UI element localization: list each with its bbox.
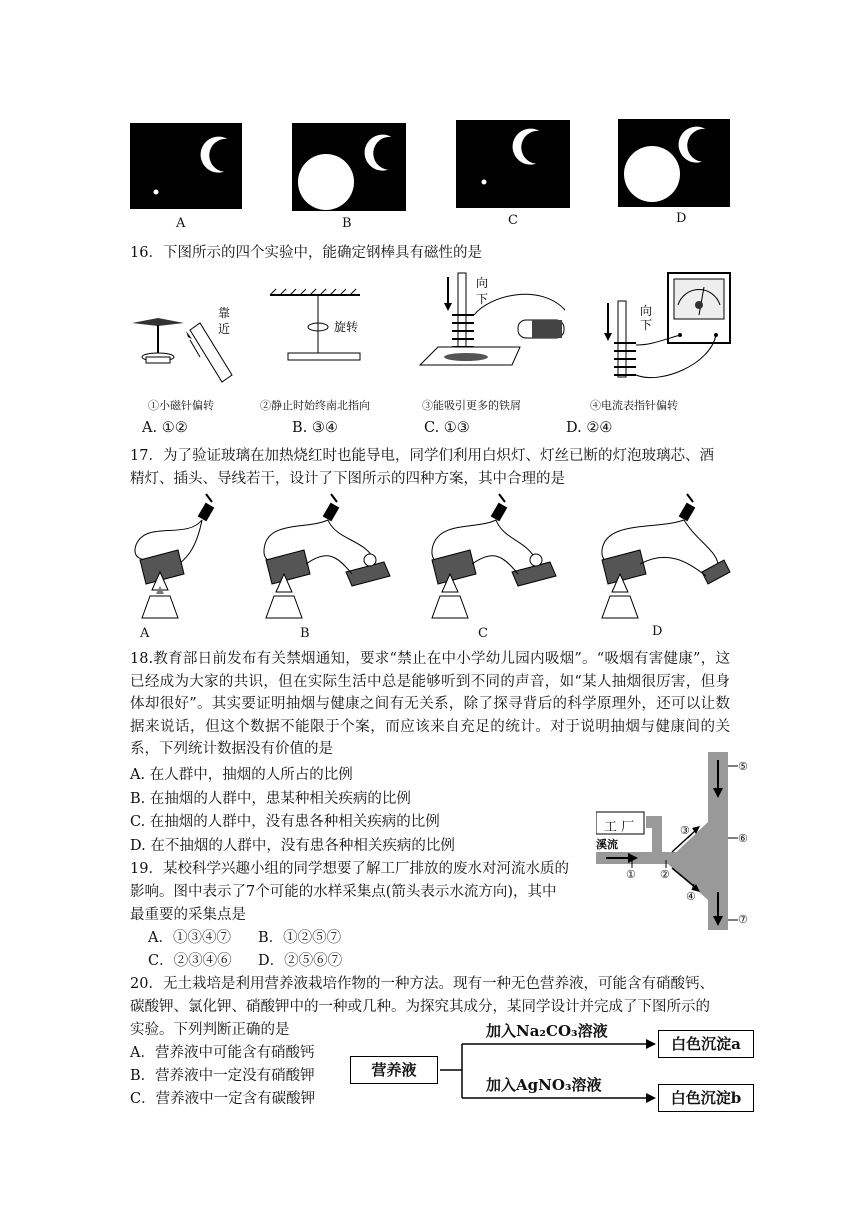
q19-option-c: C．②③④⑥ — [148, 953, 232, 969]
flow-step2: 加入AgNO₃溶液 — [486, 1076, 602, 1094]
moon-figures — [0, 110, 860, 240]
q18-option-a: A. 在人群中，抽烟的人所占的比例 — [130, 767, 353, 783]
coil-filings-figure — [420, 273, 565, 365]
q18-option-c: C. 在抽烟的人群中，没有患各种相关疾病的比例 — [130, 814, 440, 830]
q16-caption-1: ①小磁针偏转 — [148, 399, 214, 412]
panel-c — [456, 120, 570, 208]
q19-option-d: D．②⑤⑥⑦ — [258, 953, 343, 969]
flow-source-box — [350, 1056, 438, 1084]
flow-result1-text: 白色沉淀a — [671, 1035, 741, 1053]
svg-text:近: 近 — [218, 322, 231, 336]
point-1: ① — [626, 868, 636, 881]
river-figure — [596, 752, 756, 930]
river-stream-label: 溪流 — [596, 838, 618, 851]
q20-flow-diagram — [350, 1020, 760, 1110]
river-factory-label: 工 厂 — [604, 820, 635, 835]
q18-option-b: B. 在抽烟的人群中，患某种相关疾病的比例 — [130, 791, 411, 807]
flow-result2-box — [658, 1084, 754, 1112]
q20-option-b: B．营养液中一定没有硝酸钾 — [130, 1068, 315, 1084]
circuit-c — [432, 494, 556, 618]
q20-option-c: C．营养液中一定含有碳酸钾 — [130, 1091, 316, 1107]
point-7: ⑦ — [738, 913, 748, 926]
point-3: ③ — [680, 824, 690, 837]
q17-label-c: C — [478, 626, 488, 641]
q17-figures — [126, 490, 746, 640]
suspended-bar-figure — [270, 289, 360, 360]
q16-stem: 16．下图所示的四个实验中，能确定钢棒具有磁性的是 — [130, 245, 482, 261]
circuit-d — [602, 494, 730, 618]
q20-stem-line3: 实验。下列判断正确的是 — [130, 1022, 290, 1038]
circuit-b — [264, 494, 390, 618]
svg-text:旋转: 旋转 — [334, 320, 359, 334]
q15-figures — [0, 110, 860, 240]
q16-caption-4: ④电流表指针偏转 — [590, 399, 678, 412]
coil-ammeter-figure — [604, 273, 730, 378]
q16-option-b: B. ③④ — [292, 420, 338, 436]
q16-caption-2: ②静止时始终南北指向 — [260, 399, 370, 412]
q19-stem-line1: 19．某校科学兴趣小组的同学想要了解工厂排放的废水对河流水质的 — [130, 861, 569, 877]
circuit-a — [135, 494, 214, 618]
q17-stem-line2: 精灯、插头、导线若干，设计了下图所示的四种方案，其中合理的是 — [130, 471, 565, 487]
magnet-experiments — [120, 265, 740, 395]
q20-option-a: A．营养液中可能含有硝酸钙 — [130, 1045, 315, 1061]
svg-text:向: 向 — [640, 304, 653, 318]
q20-stem-line1: 20．无土栽培是利用营养液栽培作物的一种方法。现有一种无色营养液，可能含有硝酸钙、 — [130, 976, 714, 992]
svg-text:下: 下 — [476, 292, 489, 306]
q16-option-d: D. ②④ — [566, 420, 613, 436]
point-4: ④ — [686, 890, 696, 903]
q15-label-c: C — [508, 213, 518, 228]
q20-stem-line2: 碳酸钾、氯化钾、硝酸钾中的一种或几种。为探究其成分，某同学设计并完成了下图所示的 — [130, 999, 710, 1015]
q15-label-b: B — [342, 216, 352, 231]
flow-result2-text: 白色沉淀b — [670, 1089, 742, 1107]
q17-label-d: D — [652, 624, 663, 639]
river-diagram — [596, 752, 756, 930]
q16-caption-3: ③能吸引更多的铁屑 — [422, 399, 521, 412]
q18-option-d: D. 在不抽烟的人群中，没有患各种相关疾病的比例 — [130, 838, 455, 854]
q17-stem-line1: 17．为了验证玻璃在加热烧红时也能导电，同学们利用白炽灯、灯丝已断的灯泡玻璃芯、酒 — [130, 448, 714, 464]
circuit-designs — [126, 490, 746, 640]
q17-label-b: B — [300, 626, 310, 641]
panel-a — [130, 123, 242, 209]
q16-option-a: A. ①② — [142, 420, 188, 436]
q16-option-c: C. ①③ — [424, 420, 470, 436]
svg-text:下: 下 — [640, 318, 653, 332]
q19-option-b: B．①②⑤⑦ — [258, 930, 342, 946]
q19-option-a: A．①③④⑦ — [148, 930, 231, 946]
q15-label-d: D — [676, 211, 687, 226]
q16-figures — [120, 265, 740, 412]
svg-text:向: 向 — [476, 276, 489, 290]
point-5: ⑤ — [738, 760, 748, 773]
point-6: ⑥ — [738, 832, 748, 845]
flow-result1-box — [658, 1030, 754, 1058]
compass-needle-figure — [132, 305, 232, 382]
flow-step1: 加入Na₂CO₃溶液 — [486, 1022, 608, 1040]
q19-stem-line2: 影响。图中表示了7个可能的水样采集点(箭头表示水流方向)，其中 — [130, 884, 557, 900]
flow-source-text: 营养液 — [371, 1061, 417, 1079]
q19-stem-line3: 最重要的采集点是 — [130, 907, 246, 923]
q18-stem: 18.教育部日前发布有关禁烟通知，要求“禁止在中小学幼儿园内吸烟”。“吸烟有害健康”，这已经成为大家的共识，但在实际生活中总是能够听到不同的声音，如“某人抽烟很厉害，但身体却很好”。其实要证明抽烟与健康之间有无关系，除了探寻背后的科学原理外，还可以让数据来说话，但这个数据不能限于个案，而应该来自充足的统计。对于说明抽烟与健康间的关系，下列统计数据没有价值的是 — [130, 651, 730, 757]
q17-label-a: A — [140, 626, 150, 641]
svg-text:靠: 靠 — [218, 306, 231, 320]
q15-label-a: A — [176, 216, 186, 231]
point-2: ② — [660, 868, 670, 881]
